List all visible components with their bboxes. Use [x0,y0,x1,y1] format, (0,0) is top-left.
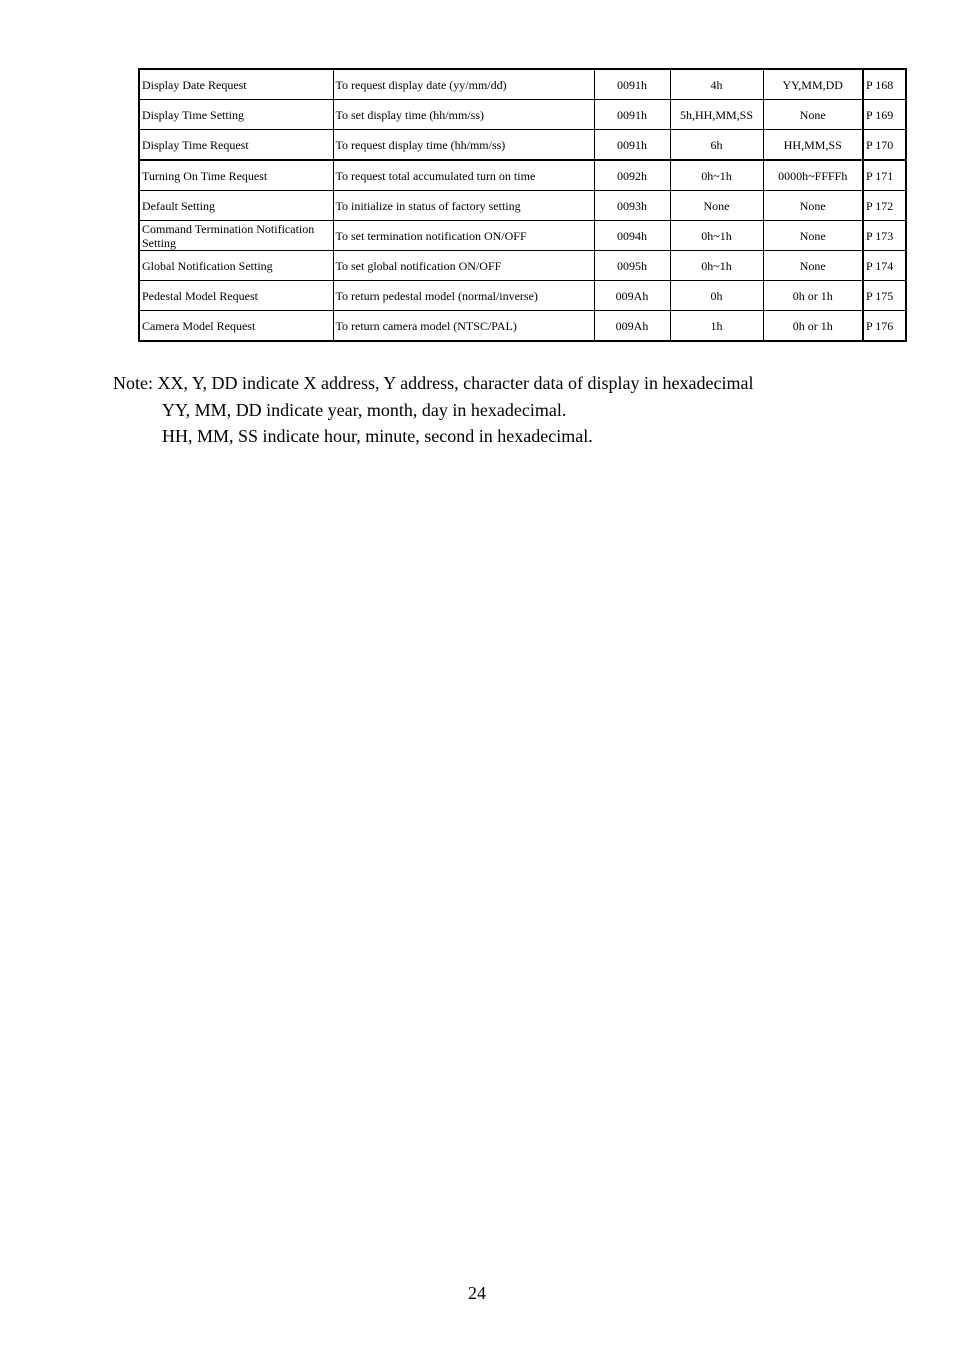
command-reply-cell: 0000h~FFFFh [763,160,863,191]
command-name-cell: Global Notification Setting [139,251,333,281]
page-number: 24 [468,1283,486,1303]
table-row [139,251,906,281]
command-parameter-cell: 6h [670,130,763,161]
command-name-cell: Command Termination Notification Setting [139,221,333,251]
command-code-cell: 0093h [594,191,670,221]
command-page-cell: P 173 [863,221,906,251]
note-line-1: Note: XX, Y, DD indicate X address, Y address, character data of display in hexadecimal [113,373,754,393]
command-description-cell: To return camera model (NTSC/PAL) [333,311,594,342]
command-code-cell: 0091h [594,130,670,161]
command-code-cell: 0092h [594,160,670,191]
command-description-cell: To set display time (hh/mm/ss) [333,100,594,130]
command-code-cell: 0094h [594,221,670,251]
command-page-cell: P 175 [863,281,906,311]
command-description-cell: To set global notification ON/OFF [333,251,594,281]
command-description-cell: To set termination notification ON/OFF [333,221,594,251]
command-reply-cell: None [763,191,863,221]
table-row [139,281,906,311]
command-page-cell: P 169 [863,100,906,130]
command-reply-cell: 0h or 1h [763,281,863,311]
command-parameter-cell: 1h [670,311,763,342]
command-description-cell: To request display time (hh/mm/ss) [333,130,594,161]
command-parameter-cell: 5h,HH,MM,SS [670,100,763,130]
command-description-cell: To return pedestal model (normal/inverse) [333,281,594,311]
command-page-cell: P 171 [863,160,906,191]
table-row [139,69,906,100]
command-name-cell: Pedestal Model Request [139,281,333,311]
table-row [139,160,906,191]
command-name-cell: Display Time Setting [139,100,333,130]
note-line-3: HH, MM, SS indicate hour, minute, second in hexadecimal. [162,426,593,446]
command-parameter-cell: 4h [670,69,763,100]
note-block [113,370,753,450]
command-parameter-cell: 0h~1h [670,251,763,281]
command-name-cell: Turning On Time Request [139,160,333,191]
table-row [139,191,906,221]
command-code-cell: 0091h [594,69,670,100]
command-description-cell: To request display date (yy/mm/dd) [333,69,594,100]
command-code-cell: 0095h [594,251,670,281]
command-page-cell: P 170 [863,130,906,161]
command-parameter-cell: None [670,191,763,221]
table-row [139,130,906,161]
command-reply-cell: YY,MM,DD [763,69,863,100]
command-name-cell: Display Time Request [139,130,333,161]
command-parameter-cell: 0h~1h [670,160,763,191]
command-reply-cell: None [763,251,863,281]
command-page-cell: P 174 [863,251,906,281]
command-page-cell: P 172 [863,191,906,221]
command-reply-cell: 0h or 1h [763,311,863,342]
command-code-cell: 009Ah [594,311,670,342]
table-row [139,100,906,130]
command-code-cell: 009Ah [594,281,670,311]
command-description-cell: To request total accumulated turn on time [333,160,594,191]
command-name-cell: Display Date Request [139,69,333,100]
table-row [139,311,906,342]
command-page-cell: P 176 [863,311,906,342]
command-table [138,68,907,342]
table-row [139,221,906,251]
command-parameter-cell: 0h [670,281,763,311]
command-reply-cell: HH,MM,SS [763,130,863,161]
command-code-cell: 0091h [594,100,670,130]
command-parameter-cell: 0h~1h [670,221,763,251]
note-line-2: YY, MM, DD indicate year, month, day in hexadecimal. [162,399,567,420]
command-name-cell: Default Setting [139,191,333,221]
command-page-cell: P 168 [863,69,906,100]
command-description-cell: To initialize in status of factory setting [333,191,594,221]
command-name-cell: Camera Model Request [139,311,333,342]
command-reply-cell: None [763,221,863,251]
command-reply-cell: None [763,100,863,130]
